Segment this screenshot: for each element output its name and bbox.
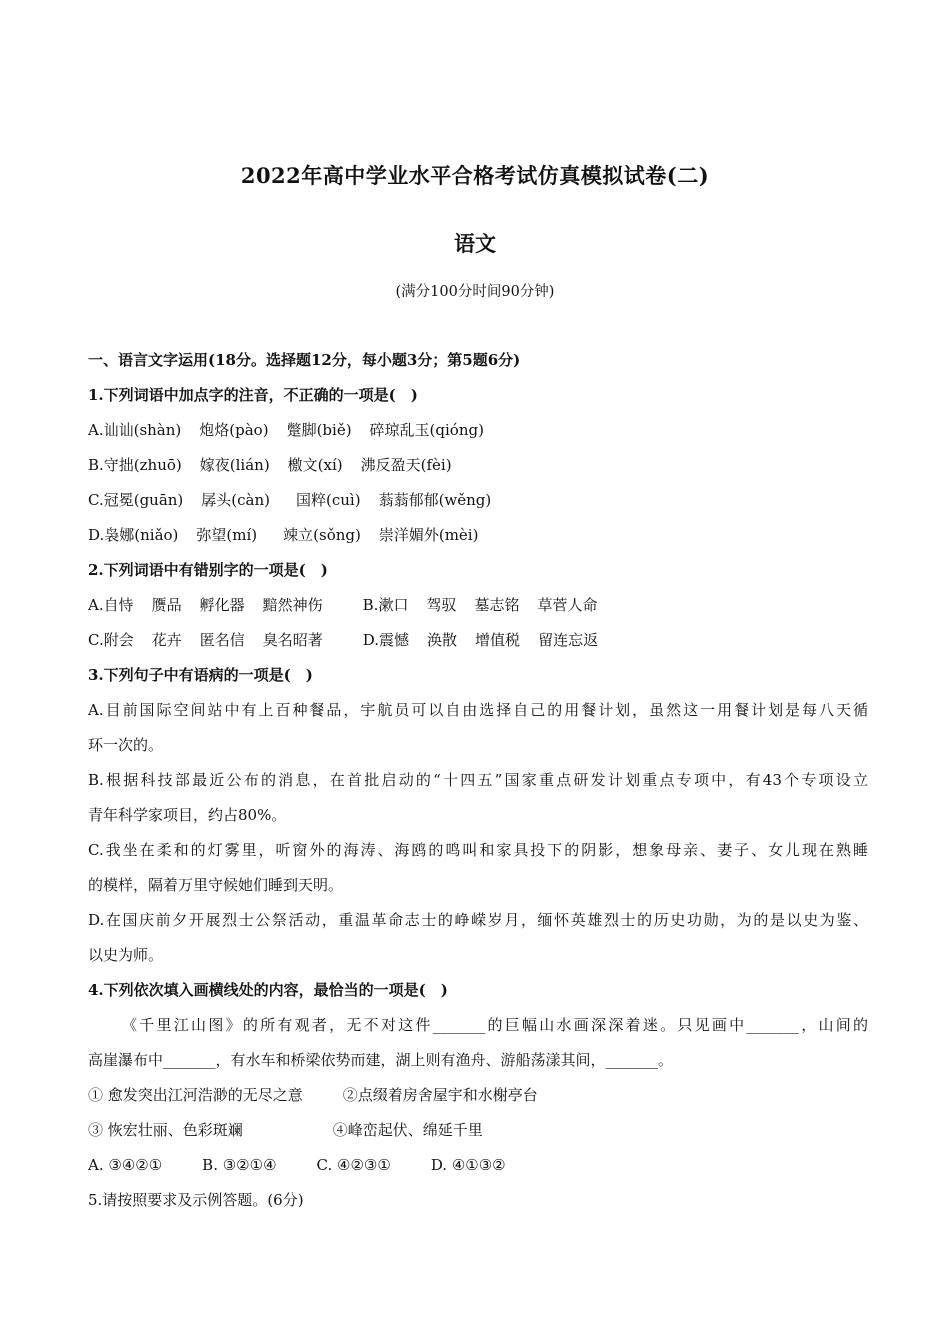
question-3-option-d-cont: 以史为师。 [88,946,164,964]
option-item: 匿名信 [199,631,245,649]
option-item: 墓志铭 [474,596,520,614]
option-item: 碎琼乱玉(qióng) [369,421,484,439]
answer-option: A. ③④②① [88,1156,163,1174]
answer-option: C. ④②③① [316,1156,391,1174]
exam-body [88,343,868,1218]
question-4-answers [88,1148,868,1183]
option-item: 蓊蓊郁郁(wěng) [378,491,492,509]
option-item: C.附会 [88,631,134,649]
question-4-passage-line-2: 高崖瀑布中_______，有水车和桥梁依势而建，湖上则有渔舟、游船荡漾其间，_______。 [88,1051,674,1069]
option-item: C.冠冕(guān) [88,491,184,509]
option-item: 蹩脚(biě) [286,421,352,439]
question-3-option-b-cont: 青年科学家项目，约占80%。 [88,806,287,824]
option-item: B.漱口 [362,596,409,614]
option-item: 留连忘返 [538,631,599,649]
choice-item: ④峰峦起伏、绵延千里 [332,1121,483,1139]
option-item: 草菅人命 [537,596,598,614]
choice-item: ③ 恢宏壮丽、色彩斑斓 [88,1121,243,1139]
option-item: 涣散 [427,631,458,649]
question-4-passage-line-1: 《千里江山图》的所有观者，无不对这件_______的巨幅山水画深深着迷。只见画中_______，山间的 [122,1016,868,1034]
question-3-option-c: C.我坐在柔和的灯雾里，听窗外的海涛、海鸥的鸣叫和家具投下的阴影，想象母亲、妻子、女儿现在熟睡 [88,841,868,859]
option-item: 檄文(xí) [287,456,343,474]
question-1-stem: 1.下列词语中加点字的注音，不正确的一项是( ) [88,386,418,404]
answer-option: D. ④①③② [430,1156,506,1174]
question-3-stem: 3.下列句子中有语病的一项是( ) [88,666,313,684]
question-1-option-a [88,413,868,448]
question-2-options-cd [88,623,868,658]
option-item: B.守拙(zhuō) [88,456,182,474]
option-item: D.袅娜(niǎo) [88,526,179,544]
option-item: 崇洋媚外(mèi) [378,526,479,544]
option-item: 臭名昭著 [262,631,323,649]
question-2-options-ab [88,588,868,623]
question-3-option-b: B.根据科技部最近公布的消息，在首批启动的“十四五”国家重点研发计划重点专项中，有43个专项设立 [88,771,868,789]
option-item: 孱头(càn) [201,491,270,509]
question-3-option-d: D.在国庆前夕开展烈士公祭活动，重温革命志士的峥嵘岁月，缅怀英雄烈士的历史功勋，为的是以史为鉴、 [88,911,868,929]
question-1-option-b [88,448,868,483]
choice-item: ① 愈发突出江河浩渺的无尽之意 [88,1086,303,1104]
option-item: 国粹(cuì) [296,491,361,509]
subject-title: 语文 [454,231,496,256]
exam-title: 2022年高中学业水平合格考试仿真模拟试卷(二) [240,163,710,188]
question-1-option-d [88,518,868,553]
question-3-option-c-cont: 的模样，隔着万里守候她们睡到天明。 [88,876,344,894]
option-item: 驾驭 [426,596,457,614]
option-item: 竦立(sǒng) [283,526,361,544]
answer-option: B. ③②①④ [202,1156,277,1174]
score-time-note: (满分100分时间90分钟) [395,284,555,300]
option-item: 孵化器 [199,596,245,614]
question-1-option-c [88,483,868,518]
option-item: 赝品 [151,596,182,614]
option-item: 嫁夜(lián) [199,456,270,474]
option-item: D.震憾 [362,631,410,649]
option-item: 增值税 [475,631,521,649]
option-item: 弥望(mí) [196,526,258,544]
question-2-stem: 2.下列词语中有错别字的一项是( ) [88,561,328,579]
option-item: 花卉 [151,631,182,649]
option-item: A.自恃 [88,596,134,614]
question-3-option-a: A.目前国际空间站中有上百种餐品，宇航员可以自由选择自己的用餐计划，虽然这一用餐计划是每八天循 [88,701,868,719]
choice-item: ②点缀着房舍屋宇和水榭亭台 [342,1086,538,1104]
question-4-stem: 4.下列依次填入画横线处的内容，最恰当的一项是( ) [88,981,448,999]
option-item: 沸反盈天(fèi) [360,456,452,474]
question-5-stem: 5.请按照要求及示例答题。(6分) [88,1191,304,1209]
option-item: 炮烙(pào) [199,421,269,439]
question-3-option-a-cont: 环一次的。 [88,736,164,754]
question-4-choices-row-1 [88,1078,868,1113]
option-item: 黯然神伤 [262,596,323,614]
section-heading: 一、语言文字运用(18分。选择题12分，每小题3分；第5题6分) [88,351,521,369]
question-4-choices-row-2 [88,1113,868,1148]
option-item: A.讪讪(shàn) [88,421,182,439]
